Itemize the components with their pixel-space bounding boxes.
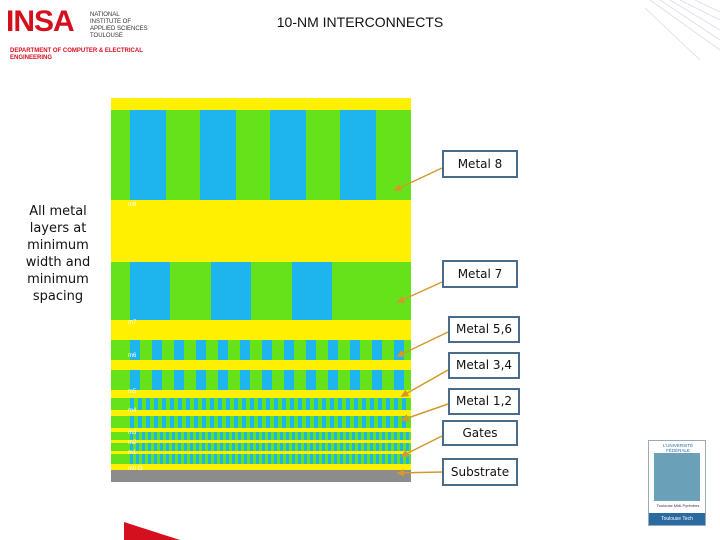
- metal2-wire: [310, 432, 313, 440]
- layer-dielectric-1-0: [111, 451, 411, 454]
- metal4-wire: [226, 398, 230, 410]
- gate-wire: [340, 454, 343, 464]
- metal3-wire: [178, 416, 182, 428]
- gate-wire: [370, 454, 373, 464]
- red-corner-mark: [124, 520, 184, 540]
- metal1-wire: [316, 443, 319, 451]
- label-metal-7: Metal 7: [442, 260, 518, 288]
- layer-tag-m3: m3: [128, 430, 137, 436]
- metal4-wire: [242, 398, 246, 410]
- metal1-wire: [136, 443, 139, 451]
- metal2-wire: [256, 432, 259, 440]
- metal2-wire: [304, 432, 307, 440]
- metal2-wire: [352, 432, 355, 440]
- metal3-wire: [258, 416, 262, 428]
- gate-wire: [136, 454, 139, 464]
- toulouse-tech-logo: [648, 440, 706, 526]
- metal4-wire: [298, 398, 302, 410]
- metal3-wire: [242, 416, 246, 428]
- gate-wire: [190, 454, 193, 464]
- layer-dielectric-6-5: [111, 360, 411, 370]
- metal7-wire: [130, 262, 170, 320]
- metal8-wire: [270, 110, 306, 200]
- metal1-wire: [172, 443, 175, 451]
- metal3-wire: [338, 416, 342, 428]
- metal3-wire: [138, 416, 142, 428]
- metal4-wire: [306, 398, 310, 410]
- metal4-wire: [370, 398, 374, 410]
- metal2-wire: [298, 432, 301, 440]
- metal2-wire: [406, 432, 409, 440]
- gate-wire: [298, 454, 301, 464]
- metal3-wire: [330, 416, 334, 428]
- gate-wire: [328, 454, 331, 464]
- metal3-wire: [210, 416, 214, 428]
- metal3-wire: [274, 416, 278, 428]
- layer-tag-m1: m1: [128, 450, 137, 456]
- metal1-wire: [298, 443, 301, 451]
- metal2-wire: [400, 432, 403, 440]
- metal1-wire: [244, 443, 247, 451]
- metal5-wire: [152, 370, 162, 390]
- metal3-wire: [234, 416, 238, 428]
- metal2-wire: [286, 432, 289, 440]
- metal1-wire: [238, 443, 241, 451]
- metal2-wire: [358, 432, 361, 440]
- metal3-wire: [306, 416, 310, 428]
- gate-wire: [250, 454, 253, 464]
- metal2-wire: [238, 432, 241, 440]
- side-note: All metal layers at minimum width and minimum spacing: [25, 204, 91, 304]
- metal1-wire: [142, 443, 145, 451]
- metal1-wire: [310, 443, 313, 451]
- metal8-wire: [200, 110, 236, 200]
- metal2-wire: [370, 432, 373, 440]
- metal3-wire: [354, 416, 358, 428]
- metal2-wire: [274, 432, 277, 440]
- metal1-wire: [154, 443, 157, 451]
- gate-wire: [376, 454, 379, 464]
- metal5-wire: [262, 370, 272, 390]
- metal5-wire: [218, 370, 228, 390]
- metal1-wire: [400, 443, 403, 451]
- metal4-wire: [274, 398, 278, 410]
- metal4-wire: [186, 398, 190, 410]
- metal4-wire: [282, 398, 286, 410]
- metal3-wire: [154, 416, 158, 428]
- metal8-wire: [340, 110, 376, 200]
- metal3-wire: [194, 416, 198, 428]
- label-metal-34: Metal 3,4: [448, 352, 520, 379]
- gate-wire: [172, 454, 175, 464]
- metal4-wire: [218, 398, 222, 410]
- label-metal-56: Metal 5,6: [448, 316, 520, 343]
- metal2-wire: [190, 432, 193, 440]
- layer-substrate-top: [111, 464, 411, 470]
- metal1-wire: [334, 443, 337, 451]
- metal2-wire: [202, 432, 205, 440]
- metal6-wire: [372, 340, 382, 360]
- metal6-wire: [394, 340, 404, 360]
- metal7-wire: [211, 262, 251, 320]
- metal3-wire: [370, 416, 374, 428]
- gate-wire: [196, 454, 199, 464]
- metal1-wire: [280, 443, 283, 451]
- gate-wire: [364, 454, 367, 464]
- metal5-wire: [394, 370, 404, 390]
- metal3-wire: [378, 416, 382, 428]
- metal5-wire: [350, 370, 360, 390]
- metal6-wire: [262, 340, 272, 360]
- metal2-wire: [322, 432, 325, 440]
- metal2-wire: [262, 432, 265, 440]
- metal4-wire: [146, 398, 150, 410]
- metal6-wire: [218, 340, 228, 360]
- metal2-wire: [166, 432, 169, 440]
- metal4-wire: [210, 398, 214, 410]
- metal2-wire: [316, 432, 319, 440]
- metal4-wire: [202, 398, 206, 410]
- gate-wire: [166, 454, 169, 464]
- metal3-wire: [314, 416, 318, 428]
- metal3-wire: [394, 416, 398, 428]
- layer-dielectric-5-4: [111, 390, 411, 398]
- metal3-wire: [130, 416, 134, 428]
- gate-wire: [334, 454, 337, 464]
- metal2-wire: [340, 432, 343, 440]
- metal1-wire: [160, 443, 163, 451]
- metal2-wire: [244, 432, 247, 440]
- toulouse-logo-name: Toulouse Tech: [649, 513, 705, 525]
- label-metal-8: Metal 8: [442, 150, 518, 178]
- metal4-wire: [162, 398, 166, 410]
- gate-wire: [256, 454, 259, 464]
- gate-wire: [148, 454, 151, 464]
- metal5-wire: [240, 370, 250, 390]
- metal5-wire: [284, 370, 294, 390]
- metal3-wire: [250, 416, 254, 428]
- metal2-wire: [382, 432, 385, 440]
- toulouse-logo-caption: Toulouse Midi-Pyrénées: [656, 503, 700, 508]
- metal3-wire: [170, 416, 174, 428]
- metal3-wire: [386, 416, 390, 428]
- metal4-wire: [330, 398, 334, 410]
- gate-wire: [244, 454, 247, 464]
- metal2-wire: [226, 432, 229, 440]
- metal4-wire: [258, 398, 262, 410]
- layer-dielectric-8-7: [111, 200, 411, 262]
- metal5-wire: [328, 370, 338, 390]
- layer-dielectric-7-6: [111, 320, 411, 340]
- metal1-wire: [208, 443, 211, 451]
- gate-wire: [208, 454, 211, 464]
- metal4-wire: [338, 398, 342, 410]
- gate-wire: [316, 454, 319, 464]
- gate-wire: [184, 454, 187, 464]
- gate-wire: [220, 454, 223, 464]
- label-metal-12: Metal 1,2: [448, 388, 520, 415]
- metal1-wire: [352, 443, 355, 451]
- layer-tag-m8: m8: [128, 202, 137, 208]
- metal1-wire: [364, 443, 367, 451]
- metal3-wire: [226, 416, 230, 428]
- gate-wire: [262, 454, 265, 464]
- metal1-wire: [388, 443, 391, 451]
- metal2-wire: [376, 432, 379, 440]
- metal1-wire: [196, 443, 199, 451]
- metal1-wire: [220, 443, 223, 451]
- metal2-wire: [364, 432, 367, 440]
- gate-wire: [232, 454, 235, 464]
- metal3-wire: [186, 416, 190, 428]
- gate-wire: [238, 454, 241, 464]
- gate-wire: [178, 454, 181, 464]
- metal2-wire: [346, 432, 349, 440]
- metal2-wire: [292, 432, 295, 440]
- metal1-wire: [286, 443, 289, 451]
- metal1-wire: [262, 443, 265, 451]
- metal1-wire: [406, 443, 409, 451]
- gate-wire: [274, 454, 277, 464]
- layer-tag-m5: m5: [128, 389, 137, 395]
- metal8-wire: [130, 110, 166, 200]
- metal4-wire: [354, 398, 358, 410]
- label-gates: Gates: [442, 420, 518, 446]
- metal1-wire: [358, 443, 361, 451]
- metal3-wire: [290, 416, 294, 428]
- insa-logo: INSA: [6, 5, 74, 38]
- gate-wire: [292, 454, 295, 464]
- metal2-wire: [250, 432, 253, 440]
- metal1-wire: [232, 443, 235, 451]
- metal3-wire: [202, 416, 206, 428]
- metal4-wire: [154, 398, 158, 410]
- metal5-wire: [372, 370, 382, 390]
- metal2-wire: [208, 432, 211, 440]
- metal2-wire: [148, 432, 151, 440]
- metal1-wire: [214, 443, 217, 451]
- metal6-wire: [306, 340, 316, 360]
- metal6-wire: [174, 340, 184, 360]
- metal1-wire: [148, 443, 151, 451]
- metal4-wire: [322, 398, 326, 410]
- metal5-wire: [130, 370, 140, 390]
- layer-dielectric-2-1: [111, 440, 411, 443]
- layer-tag-m6: m6: [128, 353, 137, 359]
- gate-wire: [358, 454, 361, 464]
- metal4-wire: [170, 398, 174, 410]
- metal6-wire: [240, 340, 250, 360]
- metal1-wire: [304, 443, 307, 451]
- layer-tag-m4: m4: [128, 408, 137, 414]
- metal6-wire: [284, 340, 294, 360]
- metal5-wire: [196, 370, 206, 390]
- metal6-wire: [350, 340, 360, 360]
- gate-wire: [226, 454, 229, 464]
- metal4-wire: [194, 398, 198, 410]
- gate-wire: [280, 454, 283, 464]
- metal6-wire: [152, 340, 162, 360]
- metal3-wire: [162, 416, 166, 428]
- metal1-wire: [250, 443, 253, 451]
- metal4-wire: [402, 398, 406, 410]
- layer-dielectric-4-3: [111, 410, 411, 416]
- metal4-wire: [250, 398, 254, 410]
- insa-logo-subtitle: NATIONAL INSTITUTE OF APPLIED SCIENCES TOULOUSE: [90, 12, 148, 39]
- metal2-wire: [160, 432, 163, 440]
- gate-wire: [322, 454, 325, 464]
- metal1-wire: [184, 443, 187, 451]
- layer-yellow-top: [111, 98, 411, 110]
- gate-wire: [202, 454, 205, 464]
- metal4-wire: [290, 398, 294, 410]
- gate-wire: [388, 454, 391, 464]
- metal4-wire: [378, 398, 382, 410]
- gate-wire: [352, 454, 355, 464]
- metal4-wire: [314, 398, 318, 410]
- pointer-arrow: [398, 472, 442, 473]
- metal4-wire: [346, 398, 350, 410]
- metal2-wire: [328, 432, 331, 440]
- metal3-wire: [322, 416, 326, 428]
- metal2-wire: [136, 432, 139, 440]
- metal1-wire: [382, 443, 385, 451]
- metal1-wire: [370, 443, 373, 451]
- metal1-wire: [268, 443, 271, 451]
- metal2-wire: [214, 432, 217, 440]
- metal1-wire: [322, 443, 325, 451]
- metal6-wire: [196, 340, 206, 360]
- metal2-wire: [196, 432, 199, 440]
- metal3-wire: [362, 416, 366, 428]
- metal3-wire: [146, 416, 150, 428]
- gate-wire: [214, 454, 217, 464]
- metal2-wire: [178, 432, 181, 440]
- metal2-wire: [388, 432, 391, 440]
- metal2-wire: [172, 432, 175, 440]
- metal2-wire: [268, 432, 271, 440]
- toulouse-logo-emblem: [654, 453, 700, 501]
- gate-wire: [154, 454, 157, 464]
- metal2-wire: [184, 432, 187, 440]
- department-name: DEPARTMENT OF COMPUTER & ELECTRICAL ENGINEERING: [10, 48, 143, 61]
- gate-wire: [286, 454, 289, 464]
- label-substrate: Substrate: [442, 458, 518, 486]
- gate-wire: [382, 454, 385, 464]
- metal1-wire: [292, 443, 295, 451]
- metal2-wire: [232, 432, 235, 440]
- metal4-wire: [138, 398, 142, 410]
- metal1-wire: [346, 443, 349, 451]
- gate-wire: [310, 454, 313, 464]
- metal5-wire: [174, 370, 184, 390]
- gate-wire: [394, 454, 397, 464]
- metal2-wire: [334, 432, 337, 440]
- metal1-wire: [376, 443, 379, 451]
- gate-wire: [142, 454, 145, 464]
- layer-dielectric-3-2: [111, 428, 411, 432]
- metal1-wire: [178, 443, 181, 451]
- layer-substrate: [111, 470, 411, 482]
- layer-tag-m0: m0 G: [128, 466, 143, 472]
- metal2-wire: [142, 432, 145, 440]
- metal2-wire: [220, 432, 223, 440]
- metal3-wire: [298, 416, 302, 428]
- metal5-wire: [306, 370, 316, 390]
- metal4-wire: [266, 398, 270, 410]
- metal4-wire: [386, 398, 390, 410]
- metal4-wire: [362, 398, 366, 410]
- metal4-wire: [234, 398, 238, 410]
- gate-wire: [160, 454, 163, 464]
- metal1-wire: [394, 443, 397, 451]
- metal2-wire: [154, 432, 157, 440]
- metal4-wire: [394, 398, 398, 410]
- toulouse-logo-header: L'UNIVERSITÉ FÉDÉRALE: [662, 443, 694, 453]
- metal1-wire: [202, 443, 205, 451]
- metal1-wire: [340, 443, 343, 451]
- metal3-wire: [218, 416, 222, 428]
- metal2-wire: [394, 432, 397, 440]
- metal3-wire: [266, 416, 270, 428]
- gate-wire: [304, 454, 307, 464]
- gate-wire: [346, 454, 349, 464]
- metal4-wire: [178, 398, 182, 410]
- metal2-wire: [280, 432, 283, 440]
- metal3-wire: [282, 416, 286, 428]
- metal1-wire: [166, 443, 169, 451]
- metal1-wire: [256, 443, 259, 451]
- layer-tag-m2: m2: [128, 440, 137, 446]
- metal1-wire: [190, 443, 193, 451]
- gate-wire: [268, 454, 271, 464]
- metal6-wire: [328, 340, 338, 360]
- slide-title: 10-NM INTERCONNECTS: [276, 14, 444, 30]
- layer-tag-m7: m7: [128, 320, 137, 326]
- metal7-wire: [292, 262, 332, 320]
- metal3-wire: [346, 416, 350, 428]
- metal1-wire: [226, 443, 229, 451]
- metal1-wire: [328, 443, 331, 451]
- metal1-wire: [274, 443, 277, 451]
